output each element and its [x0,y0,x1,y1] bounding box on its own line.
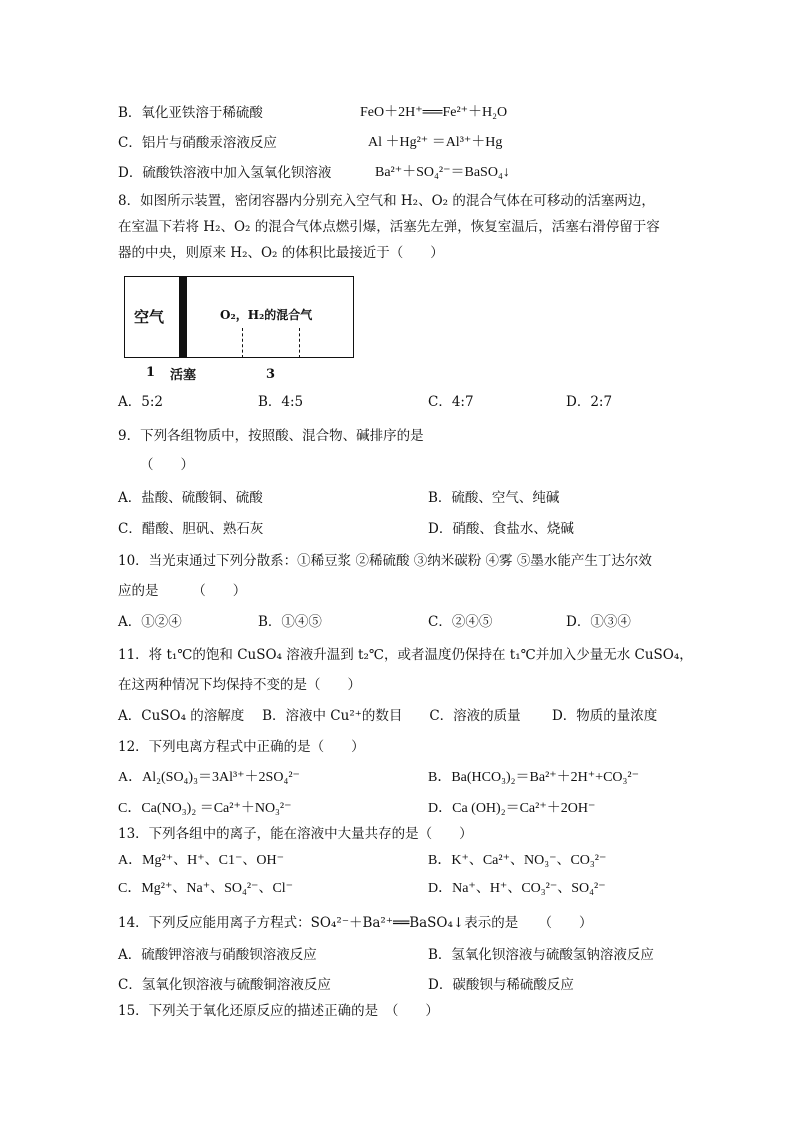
q9-option-c: C．醋酸、胆矾、熟石灰 [118,521,264,537]
q12-option-a: A．Al₂(SO₄)₃＝3Al³⁺＋2SO₄²⁻ [118,770,300,785]
q12-option-d: D．Ca (OH)₂＝Ca²⁺＋2OH⁻ [428,801,596,816]
q11-options: A．CuSO₄ 的溶解度 B．溶液中 Cu²⁺的数目 C．溶液的质量 D．物质的量浓度 [118,708,658,724]
q11-stem-line-2: 在这两种情况下均保持不变的是（ ） [118,677,361,693]
q7-option-d-equation: Ba²⁺＋SO₄²⁻＝BaSO₄↓ [375,165,510,180]
q10-stem-line-2: 应的是 （ ） [118,583,247,599]
q14-option-c: C．氢氧化钡溶液与硫酸铜溶液反应 [118,977,331,993]
q9-option-a: A．盐酸、硫酸铜、硫酸 [118,490,263,506]
position-mark-1: 1 [146,365,156,380]
q9-stem: 9．下列各组物质中，按照酸、混合物、碱排序的是 [118,428,424,444]
q8-option-b: B．4:5 [258,394,304,410]
q12-option-b: B．Ba(HCO₃)₂＝Ba²⁺＋2H⁺+CO₃²⁻ [428,770,639,785]
dashed-mark-3 [299,328,300,358]
q10-option-d: D．①③④ [566,614,631,630]
q8-stem-line-2: 在室温下若将 H₂、O₂ 的混合气体点燃引爆，活塞先左弹，恢复室温后，活塞右滑停留于容 [118,219,660,235]
q14-option-a: A．硫酸钾溶液与硝酸钡溶液反应 [118,947,317,963]
gas-mixture-label: O₂，H₂的混合气 [220,308,313,322]
q10-option-b: B．①④⑤ [258,614,322,630]
piston-container-diagram [124,276,356,384]
air-label: 空气 [134,308,165,326]
q8-option-a: A．5:2 [118,394,163,410]
q10-option-a: A．①②④ [118,614,182,630]
q8-stem-line-3: 器的中央，则原来 H₂、O₂ 的体积比最接近于（ ） [118,245,444,261]
q11-stem-line-1: 11．将 t₁℃的饱和 CuSO₄ 溶液升温到 t₂℃，或者温度仍保持在 t₁℃并加入少量无水 CuSO₄， [118,647,693,663]
q8-option-d: D．2:7 [566,394,613,410]
q14-stem: 14．下列反应能用离子方程式：SO₄²⁻＋Ba²⁺══BaSO₄↓表示的是 （ ） [118,915,593,931]
q14-option-d: D．碳酸钡与稀硫酸反应 [428,977,574,993]
q12-stem: 12．下列电离方程式中正确的是（ ） [118,739,365,755]
q7-option-c-equation: Al ＋Hg²⁺ ＝Al³⁺＋Hg [368,135,503,150]
q8-option-c: C．4:7 [428,394,474,410]
q14-option-b: B．氢氧化钡溶液与硫酸氢钠溶液反应 [428,947,654,963]
q7-option-b-equation: FeO＋2H⁺══Fe²⁺＋H₂O [360,105,508,120]
q12-option-c: C．Ca(NO₃)₂ ＝Ca²⁺＋NO₃²⁻ [118,801,292,816]
q10-stem-line-1: 10．当光束通过下列分散系：①稀豆浆 ②稀硫酸 ③纳米碳粉 ④雾 ⑤墨水能产生丁达尔效 [118,553,652,569]
q10-option-c: C．②④⑤ [428,614,493,630]
q9-option-d: D．硝酸、食盐水、烧碱 [428,521,574,537]
q9-blank: （ ） [140,457,194,473]
piston-label: 活塞 [170,368,197,383]
dashed-mark-2 [242,328,243,358]
piston [179,276,187,358]
q15-stem: 15．下列关于氧化还原反应的描述正确的是 （ ） [118,1003,439,1019]
q9-option-b: B．硫酸、空气、纯碱 [428,490,560,506]
q7-option-b: B．氧化亚铁溶于稀硫酸 [118,105,263,121]
q13-stem: 13．下列各组中的离子，能在溶液中大量共存的是（ ） [118,826,473,842]
q8-stem-line-1: 8．如图所示装置，密闭容器内分别充入空气和 H₂、O₂ 的混合气体在可移动的活塞两边， [118,193,655,209]
q13-option-c: C．Mg²⁺、Na⁺、SO₄²⁻、Cl⁻ [118,881,294,896]
position-mark-3: 3 [266,367,276,382]
q13-option-d: D．Na⁺、H⁺、CO₃²⁻、SO₄²⁻ [428,881,606,896]
q7-option-c: C．铝片与硝酸汞溶液反应 [118,135,277,151]
q13-option-a: A．Mg²⁺、H⁺、C1⁻、OH⁻ [118,853,284,868]
q7-option-d: D．硫酸铁溶液中加入氢氧化钡溶液 [118,165,332,181]
q13-option-b: B．K⁺、Ca²⁺、NO₃⁻、CO₃²⁻ [428,853,607,868]
